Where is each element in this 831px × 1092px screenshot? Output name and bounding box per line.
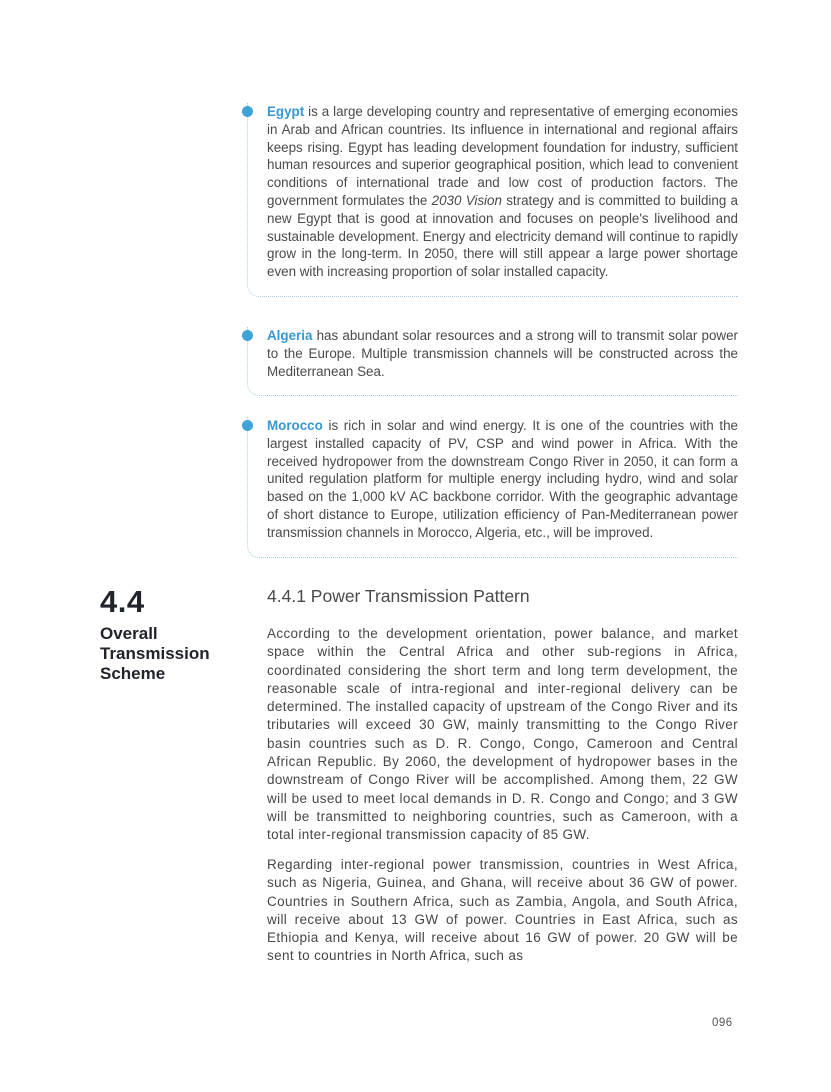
- bullet-dot-icon: [242, 330, 253, 341]
- callout-egypt-body-1: is a large developing country and representative of emerging economies in Arab and African countries. Its influence in international and regional affairs keeps rising. Egypt has leading development foundation for industry, sufficient human resources and superior geographical position, which lead to convenient conditions of international trade and low cost of production factors. The government formulates the: [267, 104, 738, 208]
- callout-algeria-term: Algeria: [267, 328, 313, 343]
- callout-morocco-term: Morocco: [267, 418, 323, 433]
- bullet-dot-icon: [242, 420, 253, 431]
- callout-algeria-text: [267, 327, 738, 380]
- bullet-dot-icon: [242, 106, 253, 117]
- callout-morocco-body: is rich in solar and wind energy. It is one of the countries with the largest installed capacity of PV, CSP and wind power in Africa. With the received hydropower from the downstream Congo River in 2050, it can form a united regulation platform for multiple energy including hydro, wind and solar based on the 1,000 kV AC backbone corridor. With the geographic advantage of short distance to Europe, utilization efficiency of Pan-Mediterranean power transmission channels in Morocco, Algeria, etc., will be improved.: [267, 418, 738, 540]
- section-title: Overall Transmission Scheme: [100, 624, 210, 683]
- body-paragraph-1: According to the development orientation, power balance, and market space within the Central Africa and other sub-regions in Africa, coordinated considering the short term and long term development, the reasonable scale of intra-regional and inter-regional delivery can be determined. The installed capacity of upstream of the Congo River and its tributaries will exceed 30 GW, mainly transmitting to the Congo River basin countries such as D. R. Congo, Congo, Cameroon and Central African Republic. By 2060, the development of hydropower bases in the downstream of Congo River will be accomplished. Among them, 22 GW will be used to meet local demands in D. R. Congo and Congo; and 3 GW will be transmitted to neighboring countries, such as Cameroon, with a total inter-regional transmission capacity of 85 GW.: [267, 626, 738, 843]
- body-paragraph-2: Regarding inter-regional power transmission, countries in West Africa, such as Nigeria, Guinea, and Ghana, will receive about 36 GW of power. Countries in Southern Africa, such as Zambia, Angola, and South Africa, will receive about 13 GW of power. Countries in East Africa, such as Ethiopia and Kenya, will receive about 16 GW of power. 20 GW will be sent to countries in North Africa, such as: [267, 857, 738, 964]
- callout-morocco: [247, 417, 738, 558]
- section-number: 4.4: [100, 584, 145, 619]
- callout-algeria-body: has abundant solar resources and a strong will to transmit solar power to the Europe. Multiple transmission channels will be constructed across the Mediterranean Sea.: [267, 328, 738, 379]
- callout-egypt-text: [267, 103, 738, 281]
- callout-egypt-body-2: strategy and is committed to building a new Egypt that is good at innovation and focuses on people's livelihood and sustainable development. Energy and electricity demand will continue to rapidly grow in the long-term. In 2050, there will still appear a large power shortage even with increasing proportion of solar installed capacity.: [267, 192, 738, 280]
- callout-algeria: [247, 327, 738, 396]
- subsection-heading: 4.4.1 Power Transmission Pattern: [267, 586, 530, 606]
- callout-morocco-text: [267, 417, 738, 542]
- callout-egypt-term: Egypt: [267, 104, 305, 119]
- page-number: 096: [712, 1017, 733, 1029]
- callout-egypt: [247, 103, 738, 297]
- callout-egypt-italic: 2030 Vision: [431, 192, 502, 208]
